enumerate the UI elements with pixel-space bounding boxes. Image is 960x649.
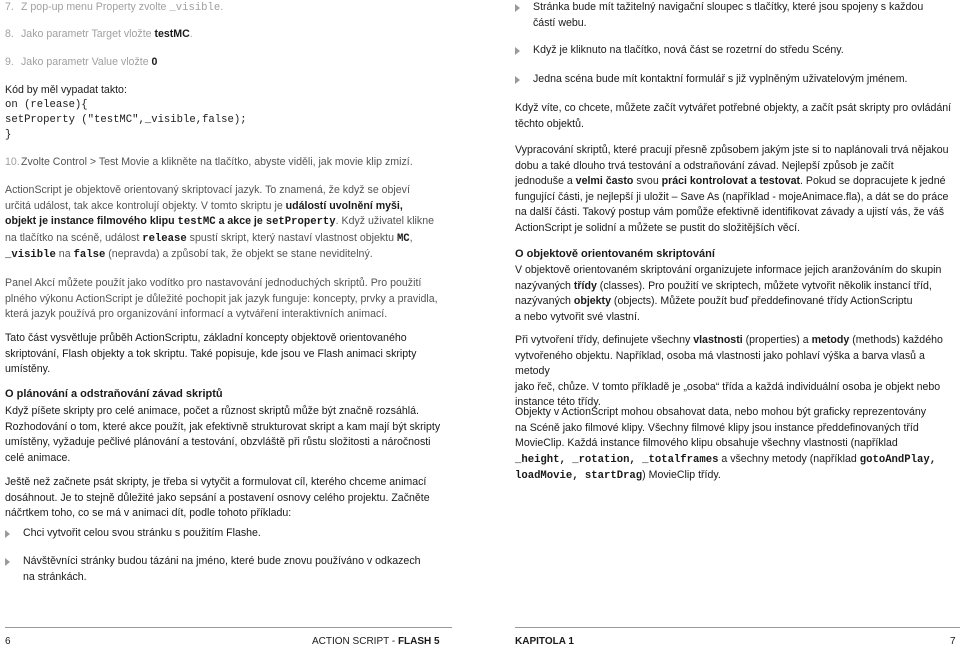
paragraph-properties-methods: Při vytvoření třídy, definujete všechny vlastnosti (properties) a metody (methods) každého vytvořeného objektu. Například, osoba má vlastnosti jako pohlaví výška a barva vlasů a metody jako řeč, chůze. V tomto příkladě je „osoba“ třída a každá individuální osoba je objekt nebo instance této třídy. bbox=[515, 334, 943, 409]
paragraph-actionscript-intro: ActionScript je objektově orientovaný skriptovací jazyk. To znamená, že když se objeví určitá událost, tak akce kontrolují objekty. V tomto skriptu je událostí uvolnění myši, objekt je instance filmového klipu testMC a akce je setProperty. Když uživatel klikne na tlačítko na scéně, událost release spustí skript, který nastaví vlastnost objektu MC, _visible na false (nepravda) a způsobí tak, že objekt se stane neviditelný. bbox=[5, 184, 434, 262]
paragraph-actions-panel: Panel Akcí můžete použít jako vodítko pro nastavování jednoduchých skriptů. Pro použití plného výkonu ActionScript je důležité pochopit jak jazyk funguje: koncepty, prvky a pravidla, která jazyk používá pro organizování informací a vytváření interaktivních animací. bbox=[5, 277, 438, 321]
step-7: 7. Z pop-up menu Property zvolte _visible. bbox=[5, 1, 224, 14]
triangle-bullet-icon bbox=[515, 4, 520, 12]
page-number-right: 7 bbox=[950, 636, 956, 647]
running-title-right: KAPITOLA 1 bbox=[515, 636, 574, 647]
triangle-bullet-icon bbox=[5, 558, 10, 566]
code-line-2: setProperty ("testMC",_visible,false); bbox=[5, 114, 247, 126]
paragraph-movieclip: Objekty v ActionScript mohou obsahovat data, nebo mohou být graficky reprezentovány na Scéně jako filmové klipy. Všechny filmové klipy jsou instance předdefinovaných tříd MovieClip. Každá instance filmového klipu obsahuje všechny vlastnosti (například _height, _rotation, _totalframes a všechny metody (například gotoAndPlay, loadMovie, startDrag) MovieClip třídy. bbox=[515, 406, 937, 483]
running-title-left: ACTION SCRIPT - FLASH 5 bbox=[312, 636, 440, 647]
paragraph-goals: Ještě než začnete psát skripty, je třeba si vytyčit a formulovat cíl, kterého chceme animací dosáhnout. Je to stejně důležité jako sepsání a postavení osnovy celého projektu. Začněte náčrtkem toho, co se má v animaci dít, podle tohoto příkladu: bbox=[5, 476, 430, 520]
code-line-1: on (release){ bbox=[5, 99, 88, 111]
step-8: 8. Jako parametr Target vložte testMC. bbox=[5, 28, 193, 40]
step-10: 10.Zvolte Control > Test Movie a klikněte na tlačítko, abyste viděli, jak movie klip zmizí. bbox=[5, 156, 413, 168]
heading-planning: O plánování a odstraňování závad skriptů bbox=[5, 388, 223, 400]
paragraph-testing: Vypracování skriptů, které pracují přesně způsobem jakým jste si to naplánovali trvá nějakou dobu a také dlouho trvá testování a odstraňování závad. Nejlepší způsob je začít jednoduše a velmi často svou práci kontrolovat a testovat. Pokud se dopracujete k jedné fungující části, je nejlepší ji uložit – Save As (například - mojeAnimace.fla), a dát se do práce na další části. Takový postup vám pomůže efektivně identifikovat závady a ujistí vás, že váš ActionScript je solidní a můžete se pustit do složitějších věcí. bbox=[515, 144, 949, 234]
paragraph-start-objects: Když víte, co chcete, můžete začít vytvářet potřebné objekty, a začít psát skripty pro ovládání těchto objektů. bbox=[515, 102, 952, 130]
code-line-3: } bbox=[5, 129, 12, 141]
step-9: 9. Jako parametr Value vložte 0 bbox=[5, 56, 158, 68]
code-intro: Kód by měl vypadat takto: bbox=[5, 84, 127, 96]
paragraph-section-overview: Tato část vysvětluje průběh ActionScriptu, základní koncepty objektově orientovaného skriptování, Flash objekty a tok skriptu. Také popisuje, kde jsou ve Flash animaci skripty umístěny. bbox=[5, 332, 417, 376]
triangle-bullet-icon bbox=[5, 530, 10, 538]
footer-rule-left bbox=[5, 627, 452, 628]
triangle-bullet-icon bbox=[515, 47, 520, 55]
triangle-bullet-icon bbox=[515, 76, 520, 84]
footer-rule-right bbox=[515, 627, 960, 628]
paragraph-classes: V objektově orientovaném skriptování organizujete informace jejich aranžováním do skupin nazývaných třídy (classes). Pro použití ve skriptech, můžete vytvořit několik instancí tříd, nazývaných objekty (objects). Můžete použít buď předdefinované třídy ActionScriptu a nebo vytvořit své vlastní. bbox=[515, 264, 942, 323]
page-number-left: 6 bbox=[5, 636, 11, 647]
heading-oop: O objektově orientovaném skriptování bbox=[515, 248, 715, 260]
paragraph-planning: Když píšete skripty pro celé animace, počet a různost skriptů může být značně rozsáhlá. Rozhodování o tom, které akce použít, jak efektivně strukturovat skript a kam mají být skripty umístěny, vyžaduje pečlivé plánování a testování, obzvláště při růstu složitosti a náročnosti celé animace. bbox=[5, 405, 441, 464]
